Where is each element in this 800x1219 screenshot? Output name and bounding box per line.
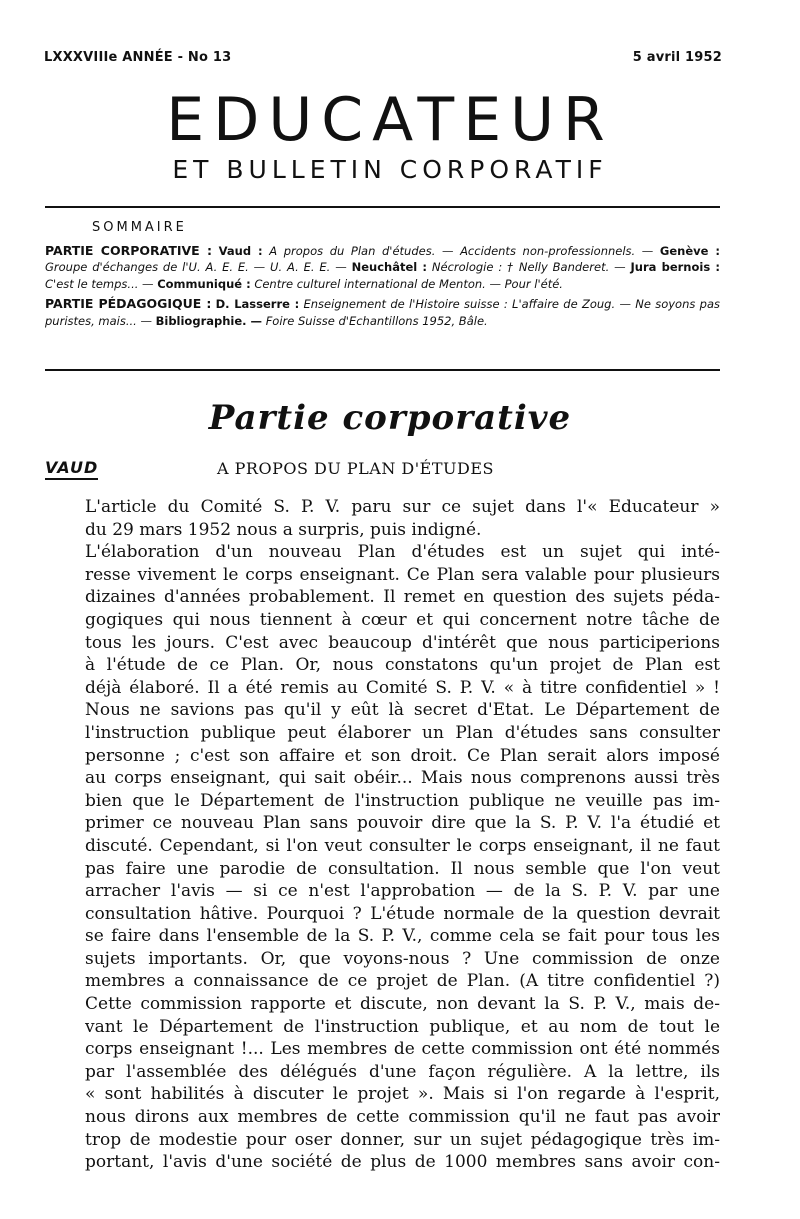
text-line: sujets importants. Or, que voyons-nous ? Une commission de onze: [85, 948, 720, 969]
text-line: L'article du Comité S. P. V. paru sur ce sujet dans l'« Educateur »: [85, 497, 720, 517]
section-header: [45, 458, 720, 482]
text-line: Nous ne savions pas qu'il y eût là secret d'Etat. Le Département de: [85, 700, 720, 721]
text-line: portant, l'avis d'une société de plus de 1000 membres sans avoir con-: [85, 1152, 720, 1173]
paragraph-2: [45, 541, 720, 1174]
text-line: déjà élaboré. Il a été remis au Comité S. P. V. « à titre confidentiel » !: [85, 677, 720, 698]
text-line: consultation hâtive. Pourquoi ? L'étude normale de la question devrait: [85, 903, 720, 924]
text-line: à l'étude de ce Plan. Or, nous constatons qu'un projet de Plan est: [85, 655, 720, 676]
text-line: primer ce nouveau Plan sans pouvoir dire que la S. P. V. l'a étudié et: [85, 813, 720, 834]
divider-top: [45, 206, 720, 208]
text-line: pas faire une parodie de consultation. Il nous semble que l'on veut: [85, 858, 720, 879]
toc-entry-geneve: Genève :: [659, 243, 720, 258]
text-line: trop de modestie pour oser donner, sur un sujet pédagogique très im-: [85, 1129, 720, 1150]
toc-entry-neuchatel: Neuchâtel :: [351, 260, 428, 274]
divider-bottom: [45, 369, 720, 371]
text-line: « sont habilités à discuter le projet ». Mais si l'on regarde à l'esprit,: [85, 1084, 720, 1105]
toc-entry-bibliographie: Bibliographie. —: [155, 313, 263, 328]
issue-line: [44, 50, 722, 65]
toc-pedagogique-label: PARTIE PÉDAGOGIQUE :: [45, 296, 212, 311]
toc-entry-text: Foire Suisse d'Echantillons 1952, Bâle.: [265, 313, 488, 328]
toc-corporative: [45, 243, 720, 293]
article-title: A PROPOS DU PLAN D'ÉTUDES: [217, 459, 494, 478]
text-line: se faire dans l'ensemble de la S. P. V., comme cela se fait pour tous les: [85, 926, 720, 947]
toc-entry-vaud: Vaud :: [218, 243, 263, 258]
paragraph-1: [45, 496, 720, 541]
text-line: membres a connaissance de ce projet de Plan. (A titre confidentiel ?): [85, 971, 720, 992]
masthead-title: EDUCATEUR: [166, 85, 614, 155]
text-line: L'élaboration d'un nouveau Plan d'études est un sujet qui inté-: [85, 542, 720, 563]
text-line: bien que le Département de l'instruction publique ne veuille pas im-: [85, 790, 720, 811]
text-line: dizaines d'années probablement. Il remet en question des sujets péda-: [85, 587, 720, 608]
text-line: tous les jours. C'est avec beaucoup d'intérêt que nous participerions: [85, 632, 720, 653]
text-line: l'instruction publique peut élaborer un Plan d'études sans consulter: [85, 722, 720, 743]
text-line: du 29 mars 1952 nous a surpris, puis indigné.: [85, 519, 482, 540]
toc-heading: SOMMAIRE: [92, 220, 187, 235]
toc-entry-text: C'est le temps... —: [45, 276, 154, 291]
text-line: personne ; c'est son affaire et son droit. Ce Plan serait alors imposé: [85, 745, 720, 766]
article-body: [45, 496, 720, 1174]
issue-number: LXXXVIIIe ANNÉE - No 13: [44, 50, 232, 65]
text-line: au corps enseignant, qui sait obéir... Mais nous comprenons aussi très: [85, 768, 720, 789]
table-of-contents: [45, 220, 720, 333]
text-line: arracher l'avis — si ce n'est l'approbation — de la S. P. V. par une: [85, 881, 720, 902]
issue-date: 5 avril 1952: [632, 50, 722, 65]
text-line: discuté. Cependant, si l'on veut consulter le corps enseignant, il ne faut: [85, 835, 720, 856]
toc-entry-lasserre: D. Lasserre :: [215, 297, 300, 311]
text-line: nous dirons aux membres de cette commission qu'il ne faut pas avoir: [85, 1107, 720, 1128]
toc-entry-text: Centre culturel international de Menton. — Pour l'été.: [254, 276, 563, 291]
text-line: gogiques qui nous tiennent à cœur et qui concernent notre tâche de: [85, 609, 720, 630]
part-title: Partie corporative: [208, 398, 572, 438]
text-line: Cette commission rapporte et discute, non devant la S. P. V., mais de-: [85, 994, 720, 1015]
text-line: corps enseignant !... Les membres de cette commission ont été nommés: [85, 1039, 720, 1060]
text-line: par l'assemblée des délégués d'une façon régulière. A la lettre, ils: [85, 1061, 720, 1082]
text-line: resse vivement le corps enseignant. Ce Plan sera valable pour plusieurs: [85, 564, 720, 585]
toc-entry-text: A propos du Plan d'études. — Accidents non-professionnels. —: [269, 243, 654, 258]
toc-entry-communique: Communiqué :: [157, 276, 251, 291]
toc-corporative-label: PARTIE CORPORATIVE :: [45, 242, 213, 258]
toc-pedagogique: [45, 296, 720, 329]
masthead-subtitle: ET BULLETIN CORPORATIF: [172, 155, 608, 184]
toc-entry-text: Enseignement de l'Histoire suisse : L'affaire de Zoug. — Ne soyons pas puristes, mais... —: [45, 297, 721, 328]
toc-entry-text: Groupe d'échanges de l'U. A. E. E. — U. A. E. E. —: [45, 260, 347, 274]
toc-entry-text: Nécrologie : † Nelly Banderet. —: [431, 260, 626, 274]
section-label: VAUD: [45, 458, 98, 480]
toc-entry-jura: Jura bernois :: [630, 260, 720, 274]
text-line: vant le Département de l'instruction publique, et au nom de tout le: [85, 1016, 720, 1037]
